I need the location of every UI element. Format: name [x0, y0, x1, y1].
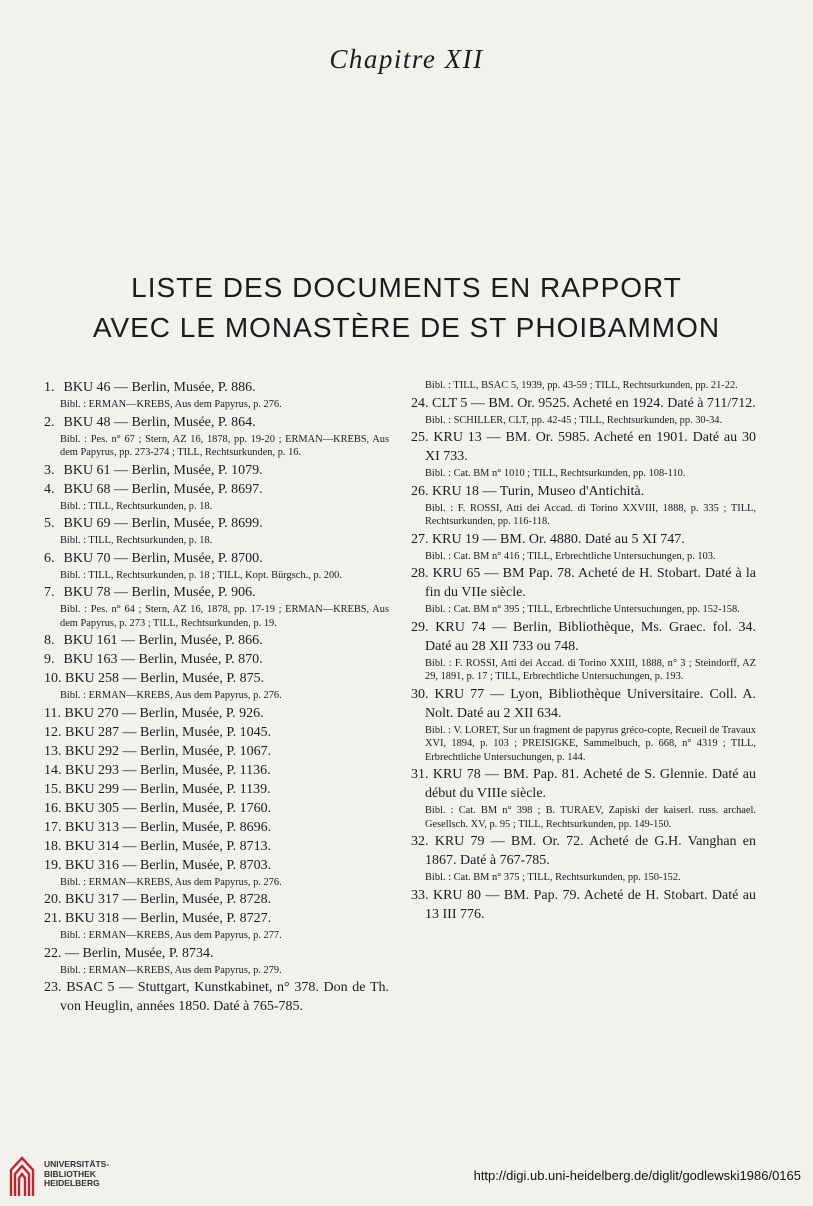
item-number: 23.	[44, 980, 62, 995]
item-description: KRU 18 — Turin, Museo d'Antichità.	[432, 483, 645, 499]
item-number: 28.	[411, 566, 429, 581]
item-bibliography: Bibl. : Pes. n° 67 ; Stern, AZ 16, 1878, pp. 19-20 ; ERMAN—KREBS, Aus dem Papyrus, pp. 273-274 ; TILL, Rechtsurkunden, p. 16.	[60, 433, 389, 458]
list-item	[44, 761, 389, 780]
list-item	[44, 780, 389, 799]
item-description: BKU 299 — Berlin, Musée, P. 1139.	[65, 781, 271, 797]
item-description: BKU 258 — Berlin, Musée, P. 875.	[65, 671, 265, 686]
item-number: 33.	[411, 887, 429, 903]
page-title-line-1: LISTE DES DOCUMENTS EN RAPPORT	[131, 272, 682, 303]
item-bibliography: Bibl. : SCHILLER, CLT, pp. 42-45 ; TILL, Rechtsurkunden, pp. 30-34.	[425, 414, 723, 426]
item-description: KRU 79 — BM. Or. 72. Acheté de G.H. Vanghan en 1867. Daté à 767-785.	[425, 834, 756, 868]
item-number: 31.	[411, 767, 429, 782]
item-bibliography: Bibl. : V. LORET, Sur un fragment de papyrus gréco-copte, Recueil de Travaux XVI, 1894, p. 103 ; PREISIGKE, Sammelbuch, p. 668, n° 4319 ; TILL, Erbrechtliche Untersuchungen, p. 144.	[425, 724, 756, 763]
item-number: 7.	[44, 585, 55, 600]
item-number: 10.	[44, 671, 62, 686]
list-item	[44, 650, 389, 669]
list-item	[44, 480, 389, 499]
list-item	[44, 631, 389, 650]
list-item	[44, 704, 389, 723]
list-item	[44, 723, 389, 742]
item-bibliography: Bibl. : ERMAN—KREBS, Aus dem Papyrus, p. 276.	[60, 876, 282, 888]
item-bibliography: Bibl. : Cat. BM n° 395 ; TILL, Erbrechtliche Untersuchungen, pp. 152-158.	[425, 604, 740, 615]
list-item	[411, 428, 756, 466]
list-item	[44, 583, 389, 602]
item-number: 25.	[411, 430, 429, 445]
item-number: 26.	[411, 483, 429, 499]
logo-line-1: UNIVERSITÄTS-	[44, 1159, 110, 1169]
item-description: BKU 270 — Berlin, Musée, P. 926.	[64, 705, 264, 721]
item-description: BKU 293 — Berlin, Musée, P. 1136.	[65, 762, 271, 778]
list-item	[411, 765, 756, 803]
list-item	[44, 461, 389, 480]
item-bibliography: Bibl. : Cat. BM n° 1010 ; TILL, Rechtsurkunden, pp. 108-110.	[425, 468, 686, 479]
page-title-line-2: AVEC LE MONASTÈRE DE ST PHOIBAMMON	[92, 312, 721, 343]
source-url-link[interactable]: http://digi.ub.uni-heidelberg.de/diglit/godlewski1986/0165	[473, 1168, 801, 1183]
list-item	[44, 669, 389, 688]
item-number: 11.	[44, 705, 61, 721]
item-bibliography: Bibl. : Pes. n° 64 ; Stern, AZ 16, 1878, pp. 17-19 ; ERMAN—KREBS, Aus dem Papyrus, p. 273 ; TILL, Rechtsurkunden, p. 19.	[60, 604, 389, 629]
list-item	[411, 832, 756, 870]
chapter-heading: Chapitre XII	[329, 44, 484, 74]
item-description: BKU 78 — Berlin, Musée, P. 906.	[63, 585, 256, 600]
item-description: BKU 61 — Berlin, Musée, P. 1079.	[63, 462, 263, 478]
list-item	[44, 837, 389, 856]
item-number: 27.	[411, 531, 429, 547]
item-description: BKU 70 — Berlin, Musée, P. 8700.	[63, 550, 263, 566]
item-bibliography: Bibl. : Cat. BM n° 398 ; B. TURAEV, Zapiski der kaiserl. russ. archael. Gesellsch. XV, p. 95 ; TILL, Rechtsurkunden, pp. 149-150.	[425, 805, 756, 830]
item-bibliography: Bibl. : Cat. BM n° 375 ; TILL, Rechtsurkunden, pp. 150-152.	[425, 872, 681, 883]
item-number: 21.	[44, 911, 62, 926]
item-number: 18.	[44, 838, 62, 854]
item-description: BKU 163 — Berlin, Musée, P. 870.	[63, 652, 263, 667]
logo-line-3: HEIDELBERG	[44, 1178, 100, 1188]
item-description: KRU 19 — BM. Or. 4880. Daté au 5 XI 747.	[432, 531, 685, 547]
item-number: 15.	[44, 781, 62, 797]
item-description: BKU 317 — Berlin, Musée, P. 8728.	[65, 892, 272, 907]
list-item	[44, 890, 389, 909]
item-description: BKU 287 — Berlin, Musée, P. 1045.	[65, 724, 272, 740]
item-number: 6.	[44, 550, 55, 566]
item-number: 22.	[44, 945, 62, 961]
logo-line-2: BIBLIOTHEK	[44, 1168, 96, 1179]
item-description: KRU 78 — BM. Pap. 81. Acheté de S. Glennie. Daté au début du VIIIe siècle.	[425, 767, 756, 801]
item-description: BKU 318 — Berlin, Musée, P. 8727.	[65, 911, 272, 926]
list-item	[44, 799, 389, 818]
item-number: 19.	[44, 857, 62, 873]
right-column	[411, 378, 756, 924]
item-number: 4.	[44, 481, 55, 497]
list-item	[411, 394, 756, 413]
list-item	[44, 978, 389, 1016]
item-number: 16.	[44, 800, 62, 816]
item-description: BKU 48 — Berlin, Musée, P. 864.	[63, 414, 256, 430]
item-number: 8.	[44, 633, 55, 648]
continued-bibliography: Bibl. : TILL, BSAC 5, 1939, pp. 43-59 ; TILL, Rechtsurkunden, pp. 21-22.	[425, 380, 738, 391]
list-item	[44, 944, 389, 963]
item-description: BKU 68 — Berlin, Musée, P. 8697.	[63, 481, 263, 497]
item-number: 5.	[44, 516, 55, 531]
item-description: BKU 292 — Berlin, Musée, P. 1067.	[65, 743, 272, 759]
item-bibliography: Bibl. : TILL, Rechtsurkunden, p. 18.	[60, 500, 213, 512]
item-number: 14.	[44, 762, 62, 778]
item-number: 13.	[44, 743, 62, 759]
item-description: BKU 313 — Berlin, Musée, P. 8696.	[65, 819, 272, 835]
item-description: BKU 316 — Berlin, Musée, P. 8703.	[65, 857, 272, 873]
list-item	[44, 818, 389, 837]
item-description: BKU 69 — Berlin, Musée, P. 8699.	[63, 516, 263, 531]
list-item	[44, 514, 389, 533]
item-number: 24.	[411, 395, 429, 411]
item-bibliography: Bibl. : Cat. BM n° 416 ; TILL, Erbrechtliche Untersuchungen, p. 103.	[425, 550, 716, 562]
library-logo-icon	[8, 1152, 36, 1198]
item-bibliography: Bibl. : ERMAN—KREBS, Aus dem Papyrus, p. 276.	[60, 399, 282, 410]
item-number: 29.	[411, 619, 429, 635]
item-bibliography: Bibl. : F. ROSSI, Atti dei Accad. di Torino XXVIII, 1888, p. 335 ; TILL, Rechtsurkunden, pp. 116-118.	[425, 502, 756, 527]
item-description: BSAC 5 — Stuttgart, Kunstkabinet, n° 378. Don de Th. von Heuglin, années 1850. Daté à 765-785.	[60, 980, 390, 1014]
item-description: BKU 305 — Berlin, Musée, P. 1760.	[65, 800, 272, 816]
list-item	[44, 378, 389, 397]
list-item	[44, 549, 389, 568]
list-item	[44, 742, 389, 761]
list-item	[411, 886, 756, 924]
item-description: BKU 161 — Berlin, Musée, P. 866.	[63, 633, 263, 648]
list-item	[44, 856, 389, 875]
list-item	[411, 482, 756, 501]
item-bibliography: Bibl. : ERMAN—KREBS, Aus dem Papyrus, p. 276.	[60, 690, 282, 701]
list-item	[44, 413, 389, 432]
item-description: CLT 5 — BM. Or. 9525. Acheté en 1924. Daté à 711/712.	[432, 395, 756, 411]
item-number: 1.	[44, 380, 55, 395]
item-bibliography: Bibl. : ERMAN—KREBS, Aus dem Papyrus, p. 277.	[60, 930, 282, 941]
item-number: 17.	[44, 819, 62, 835]
item-description: — Berlin, Musée, P. 8734.	[65, 945, 214, 961]
list-item	[411, 530, 756, 549]
item-description: KRU 74 — Berlin, Bibliothèque, Ms. Graec. fol. 34. Daté au 28 XII 733 ou 748.	[425, 619, 756, 654]
item-number: 9.	[44, 652, 55, 667]
item-description: BKU 314 — Berlin, Musée, P. 8713.	[65, 838, 272, 854]
item-bibliography: Bibl. : TILL, Rechtsurkunden, p. 18 ; TILL, Kopt. Bürgsch., p. 200.	[60, 569, 342, 581]
item-number: 32.	[411, 834, 429, 849]
item-number: 30.	[411, 686, 429, 702]
list-item	[411, 564, 756, 602]
item-number: 2.	[44, 414, 55, 430]
item-bibliography: Bibl. : F. ROSSI, Atti dei Accad. di Torino XXIII, 1888, n° 3 ; Steindorff, AZ 29, 1891, p. 17 ; TILL, Erbrechtliche Untersuchungen, p. 193.	[425, 657, 756, 682]
library-logo-text	[44, 1160, 109, 1189]
list-item	[411, 618, 756, 656]
item-bibliography: Bibl. : TILL, Rechtsurkunden, p. 18.	[60, 535, 213, 546]
item-description: KRU 80 — BM. Pap. 79. Acheté de H. Stobart. Daté au 13 III 776.	[425, 887, 757, 922]
item-description: KRU 65 — BM Pap. 78. Acheté de H. Stobart. Daté à la fin du VIIe siècle.	[425, 566, 756, 600]
item-description: KRU 13 — BM. Or. 5985. Acheté en 1901. Daté au 30 XI 733.	[425, 430, 756, 464]
item-number: 12.	[44, 724, 62, 740]
item-description: BKU 46 — Berlin, Musée, P. 886.	[63, 380, 256, 395]
list-item	[411, 685, 756, 723]
item-description: KRU 77 — Lyon, Bibliothèque Universitaire. Coll. A. Nolt. Daté au 2 XII 634.	[425, 686, 757, 721]
item-bibliography: Bibl. : ERMAN—KREBS, Aus dem Papyrus, p. 279.	[60, 964, 282, 976]
item-number: 20.	[44, 892, 62, 907]
left-column	[44, 378, 389, 1016]
item-number: 3.	[44, 462, 55, 478]
list-item	[44, 909, 389, 928]
